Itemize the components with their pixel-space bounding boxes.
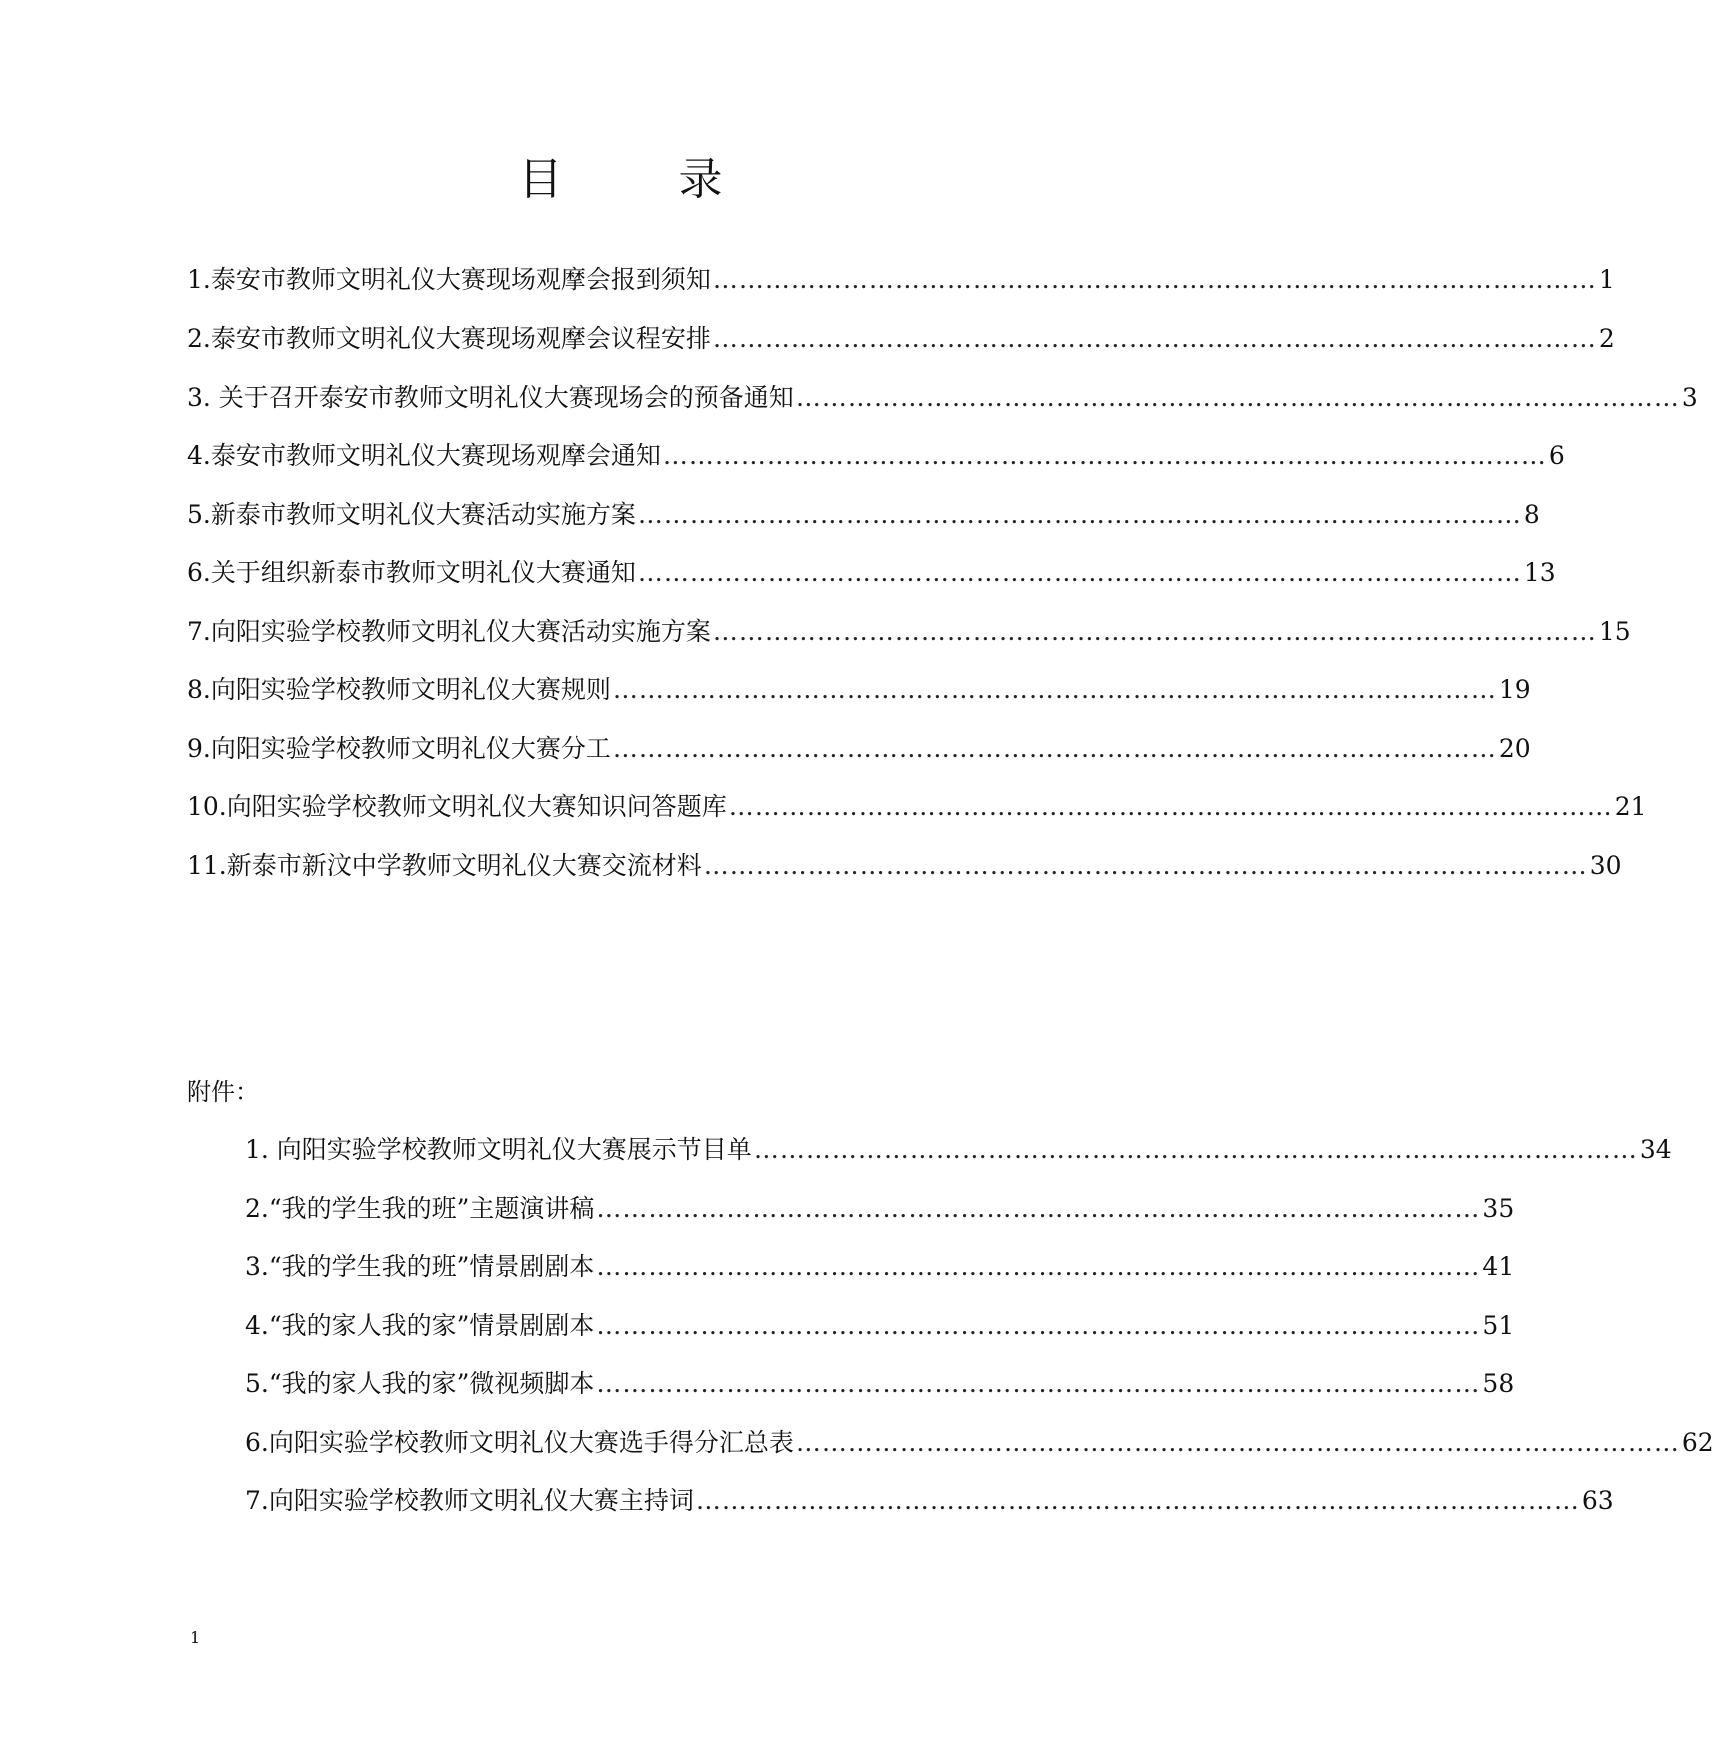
toc-entry[interactable] bbox=[187, 260, 1615, 300]
toc-entry-page: 6 bbox=[1548, 441, 1565, 470]
page-title: 目 录 bbox=[518, 154, 759, 205]
toc-entry[interactable] bbox=[187, 670, 1531, 710]
attachment-entry[interactable] bbox=[245, 1189, 1515, 1229]
attachment-entry-page: 41 bbox=[1482, 1252, 1515, 1281]
attachment-entry-title: 7.向阳实验学校教师文明礼仪大赛主持词 bbox=[245, 1486, 694, 1515]
attachment-entry-title: 6.向阳实验学校教师文明礼仪大赛选手得分汇总表 bbox=[245, 1428, 794, 1457]
dot-leader: ………………………………………………………………………………………… bbox=[637, 558, 1522, 587]
attachment-entry-title: 5.“我的家人我的家”微视频脚本 bbox=[245, 1369, 595, 1398]
toc-entry-title: 1.泰安市教师文明礼仪大赛现场观摩会报到须知 bbox=[187, 265, 711, 294]
dot-leader: ………………………………………………………………………………………… bbox=[596, 1369, 1481, 1398]
toc-entry-title: 7.向阳实验学校教师文明礼仪大赛活动实施方案 bbox=[187, 617, 711, 646]
attachment-entry[interactable] bbox=[245, 1481, 1614, 1521]
dot-leader: ………………………………………………………………………………………… bbox=[695, 1486, 1580, 1515]
dot-leader: ………………………………………………………………………………………… bbox=[712, 617, 1597, 646]
toc-entry[interactable] bbox=[187, 436, 1565, 476]
toc-entry[interactable] bbox=[187, 378, 1698, 418]
toc-entry[interactable] bbox=[187, 612, 1631, 652]
attachments-heading: 附件： bbox=[187, 1078, 259, 1106]
dot-leader: ………………………………………………………………………………………… bbox=[753, 1135, 1638, 1164]
attachment-entry-page: 62 bbox=[1681, 1428, 1714, 1457]
dot-leader: ………………………………………………………………………………………… bbox=[596, 1194, 1481, 1223]
dot-leader: ………………………………………………………………………………………… bbox=[637, 500, 1522, 529]
dot-leader: ………………………………………………………………………………………… bbox=[612, 734, 1497, 763]
toc-entry[interactable] bbox=[187, 729, 1531, 769]
toc-entry-page: 30 bbox=[1589, 851, 1622, 880]
toc-entry-page: 19 bbox=[1498, 675, 1531, 704]
toc-entry[interactable] bbox=[187, 787, 1647, 827]
attachment-entry-page: 35 bbox=[1482, 1194, 1515, 1223]
attachment-entry-page: 63 bbox=[1581, 1486, 1614, 1515]
toc-entry-title: 11.新泰市新汶中学教师文明礼仪大赛交流材料 bbox=[187, 851, 702, 880]
dot-leader: ………………………………………………………………………………………… bbox=[703, 851, 1588, 880]
dot-leader: ………………………………………………………………………………………… bbox=[795, 383, 1680, 412]
page-number: 1 bbox=[190, 1628, 201, 1647]
attachment-entry-page: 34 bbox=[1639, 1135, 1672, 1164]
toc-entry[interactable] bbox=[187, 495, 1540, 535]
toc-entry-title: 9.向阳实验学校教师文明礼仪大赛分工 bbox=[187, 734, 611, 763]
dot-leader: ………………………………………………………………………………………… bbox=[596, 1311, 1481, 1340]
toc-entry-title: 8.向阳实验学校教师文明礼仪大赛规则 bbox=[187, 675, 611, 704]
dot-leader: ………………………………………………………………………………………… bbox=[795, 1428, 1680, 1457]
toc-entry-title: 6.关于组织新泰市教师文明礼仪大赛通知 bbox=[187, 558, 636, 587]
dot-leader: ………………………………………………………………………………………… bbox=[612, 675, 1497, 704]
toc-entry-page: 15 bbox=[1598, 617, 1631, 646]
dot-leader: ………………………………………………………………………………………… bbox=[712, 265, 1597, 294]
attachment-entry-title: 3.“我的学生我的班”情景剧剧本 bbox=[245, 1252, 595, 1281]
dot-leader: ………………………………………………………………………………………… bbox=[596, 1252, 1481, 1281]
attachment-entry[interactable] bbox=[245, 1306, 1515, 1346]
attachment-entry-title: 4.“我的家人我的家”情景剧剧本 bbox=[245, 1311, 595, 1340]
toc-entry-title: 5.新泰市教师文明礼仪大赛活动实施方案 bbox=[187, 500, 636, 529]
attachment-entry-page: 51 bbox=[1482, 1311, 1515, 1340]
toc-entry[interactable] bbox=[187, 319, 1615, 359]
toc-entry-page: 8 bbox=[1523, 500, 1540, 529]
dot-leader: ………………………………………………………………………………………… bbox=[728, 792, 1613, 821]
attachment-entry-title: 1. 向阳实验学校教师文明礼仪大赛展示节目单 bbox=[245, 1135, 752, 1164]
attachment-entry-title: 2.“我的学生我的班”主题演讲稿 bbox=[245, 1194, 595, 1223]
toc-entry-page: 2 bbox=[1598, 324, 1615, 353]
attachment-entry[interactable] bbox=[245, 1130, 1672, 1170]
toc-entry-page: 3 bbox=[1681, 383, 1698, 412]
attachment-entry-page: 58 bbox=[1482, 1369, 1515, 1398]
toc-entry-page: 1 bbox=[1598, 265, 1615, 294]
toc-entry[interactable] bbox=[187, 553, 1556, 593]
toc-entry-page: 13 bbox=[1523, 558, 1556, 587]
toc-entry-page: 21 bbox=[1614, 792, 1647, 821]
dot-leader: ………………………………………………………………………………………… bbox=[712, 324, 1597, 353]
dot-leader: ………………………………………………………………………………………… bbox=[662, 441, 1547, 470]
toc-entry-title: 10.向阳实验学校教师文明礼仪大赛知识问答题库 bbox=[187, 792, 727, 821]
toc-entry-page: 20 bbox=[1498, 734, 1531, 763]
toc-entry[interactable] bbox=[187, 846, 1622, 886]
toc-entry-title: 4.泰安市教师文明礼仪大赛现场观摩会通知 bbox=[187, 441, 661, 470]
attachment-entry[interactable] bbox=[245, 1364, 1515, 1404]
attachment-entry[interactable] bbox=[245, 1247, 1515, 1287]
toc-entry-title: 3. 关于召开泰安市教师文明礼仪大赛现场会的预备通知 bbox=[187, 383, 794, 412]
toc-entry-title: 2.泰安市教师文明礼仪大赛现场观摩会议程安排 bbox=[187, 324, 711, 353]
attachment-entry[interactable] bbox=[245, 1423, 1714, 1463]
